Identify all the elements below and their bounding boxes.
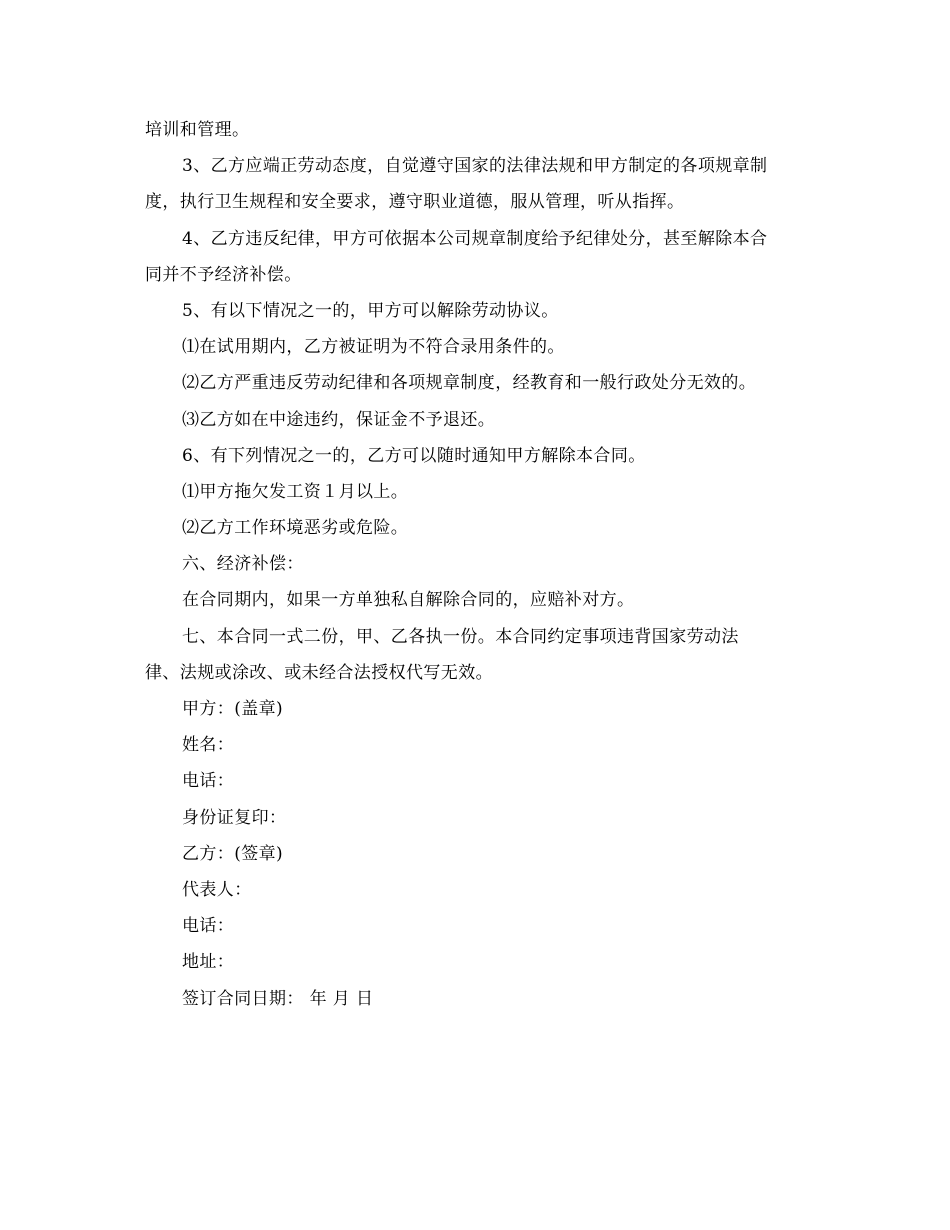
party-a-id-copy-label: 身份证复印： bbox=[182, 807, 287, 828]
party-a-seal-label: 甲方：(盖章) bbox=[182, 699, 284, 719]
clause-5-item-2: ⑵乙方严重违反劳动纪律和各项规章制度，经教育和一般行政处分无效的。 bbox=[182, 373, 757, 394]
document-body bbox=[145, 112, 810, 1017]
clause-4-line: 4、乙方违反纪律，甲方可依据本公司规章制度给予纪律处分，甚至解除本合 bbox=[182, 228, 768, 249]
section-7-continuation: 律、法规或涂改、或未经合法授权代写无效。 bbox=[145, 662, 493, 683]
clause-5-item-3: ⑶乙方如在中途违约，保证金不予退还。 bbox=[182, 409, 496, 430]
clause-6-item-1: ⑴甲方拖欠发工资１月以上。 bbox=[182, 481, 409, 502]
clause-5-item-1: ⑴在试用期内，乙方被证明为不符合录用条件的。 bbox=[182, 337, 565, 358]
section-7-line: 七、本合同一式二份，甲、乙各执一份。本合同约定事项违背国家劳动法 bbox=[182, 626, 739, 647]
section-6-text: 在合同期内，如果一方单独私自解除合同的，应赔补对方。 bbox=[182, 590, 635, 611]
clause-5-line: 5、有以下情况之一的，甲方可以解除劳动协议。 bbox=[182, 300, 559, 321]
clause-3-continuation: 度，执行卫生规程和安全要求，遵守职业道德，服从管理，听从指挥。 bbox=[145, 192, 685, 213]
clause-6-line: 6、有下列情况之一的，乙方可以随时通知甲方解除本合同。 bbox=[182, 445, 646, 466]
paragraph-line: 培训和管理。 bbox=[145, 120, 250, 140]
party-b-address-label: 地址： bbox=[182, 952, 235, 973]
party-b-representative-label: 代表人： bbox=[182, 879, 252, 900]
party-b-signature-label: 乙方：(签章) bbox=[182, 843, 284, 864]
clause-6-item-2: ⑵乙方工作环境恶劣或危险。 bbox=[182, 518, 409, 539]
clause-3-line: 3、乙方应端正劳动态度，自觉遵守国家的法律法规和甲方制定的各项规章制 bbox=[182, 156, 768, 177]
contract-date-label: 签订合同日期： 年 月 日 bbox=[182, 988, 374, 1009]
party-a-name-label: 姓名： bbox=[182, 735, 235, 756]
section-6-heading: 六、经济补偿： bbox=[182, 554, 304, 575]
party-a-phone-label: 电话： bbox=[182, 771, 235, 792]
clause-4-continuation: 同并不予经济补偿。 bbox=[145, 264, 302, 285]
party-b-phone-label: 电话： bbox=[182, 916, 235, 937]
